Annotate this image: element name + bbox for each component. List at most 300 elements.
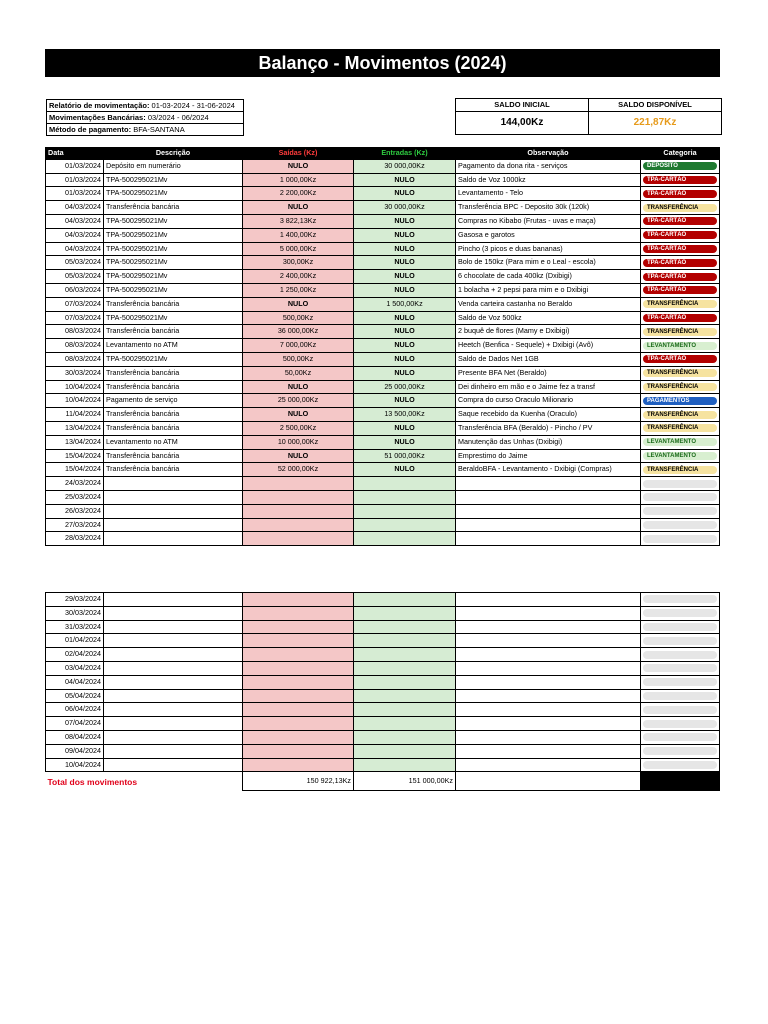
movements-table (45, 147, 720, 546)
cell-date: 10/04/2024 (46, 758, 104, 772)
cell-description: TPA-500295021Mv (104, 256, 243, 270)
table-row (46, 477, 720, 491)
total-row (46, 772, 720, 791)
total-label: Total dos movimentos (47, 776, 138, 787)
cell-categoria (641, 270, 720, 284)
category-badge: TPA-CARTÃO (643, 314, 717, 322)
cell-categoria (641, 352, 720, 366)
cell-description (104, 532, 243, 546)
category-badge: TRANSFERÊNCIA (643, 369, 717, 377)
cell-categoria (641, 421, 720, 435)
cell-description (104, 620, 243, 634)
table-row (46, 394, 720, 408)
cell-entradas: NULO (354, 311, 456, 325)
cell-saidas (243, 661, 354, 675)
cell-date: 06/03/2024 (46, 283, 104, 297)
cell-saidas: NULO (243, 380, 354, 394)
cell-observacao (456, 606, 641, 620)
cell-description (104, 730, 243, 744)
cell-observacao: Levantamento - Telo (456, 187, 641, 201)
cell-date: 04/03/2024 (46, 214, 104, 228)
cell-date: 10/04/2024 (46, 394, 104, 408)
cell-observacao: Saldo de Dados Net 1GB (456, 352, 641, 366)
col-entradas: Entradas (Kz) (354, 148, 456, 160)
saldo-inicial-label: SALDO INICIAL (456, 99, 589, 111)
cell-entradas (354, 703, 456, 717)
cell-entradas: 30 000,00Kz (354, 159, 456, 173)
total-black-cell (641, 772, 720, 791)
cell-observacao: Saque recebido da Kuenha (Oraculo) (456, 408, 641, 422)
bank-value: 03/2024 - 06/2024 (147, 113, 209, 122)
total-obs-cell (456, 772, 641, 791)
movements-table-continued (45, 592, 720, 791)
cell-description: TPA-500295021Mv (104, 242, 243, 256)
table-row (46, 703, 720, 717)
table-row (46, 242, 720, 256)
cell-date: 30/03/2024 (46, 606, 104, 620)
category-badge: TRANSFERÊNCIA (643, 383, 717, 391)
cell-date: 08/03/2024 (46, 352, 104, 366)
cell-description (104, 634, 243, 648)
cell-entradas (354, 490, 456, 504)
cell-description: Transferência bancária (104, 408, 243, 422)
cell-observacao: Emprestimo do Jaime (456, 449, 641, 463)
category-badge (643, 692, 717, 700)
cell-observacao: Dei dinheiro em mão e o Jaime fez a transf (456, 380, 641, 394)
cell-saidas (243, 504, 354, 518)
category-badge: TPA-CARTÃO (643, 190, 717, 198)
table-row (46, 256, 720, 270)
cell-date: 04/03/2024 (46, 242, 104, 256)
cell-date: 03/04/2024 (46, 661, 104, 675)
table-row (46, 380, 720, 394)
cell-date: 25/03/2024 (46, 490, 104, 504)
cell-observacao (456, 620, 641, 634)
cell-saidas: NULO (243, 159, 354, 173)
cell-saidas (243, 634, 354, 648)
cell-categoria (641, 187, 720, 201)
cell-categoria (641, 477, 720, 491)
table-row (46, 449, 720, 463)
period-value: 01-03-2024 - 31-06-2024 (151, 101, 235, 110)
cell-saidas: 500,00Kz (243, 311, 354, 325)
cell-date: 27/03/2024 (46, 518, 104, 532)
report-info (46, 99, 244, 136)
period-label: Relatório de movimentação: (49, 101, 150, 110)
cell-categoria (641, 518, 720, 532)
cell-entradas: 25 000,00Kz (354, 380, 456, 394)
cell-description: TPA-500295021Mv (104, 187, 243, 201)
method-label: Método de pagamento: (49, 125, 132, 134)
cell-saidas: NULO (243, 201, 354, 215)
cell-entradas (354, 717, 456, 731)
cell-categoria (641, 606, 720, 620)
cell-observacao: Saldo de Voz 500kz (456, 311, 641, 325)
period-row (47, 100, 243, 112)
cell-entradas (354, 504, 456, 518)
cell-categoria (641, 408, 720, 422)
cell-observacao: Compras no Kibabo (Frutas - uvas e maça) (456, 214, 641, 228)
table-row (46, 675, 720, 689)
category-badge (643, 664, 717, 672)
category-badge (643, 637, 717, 645)
cell-date: 10/04/2024 (46, 380, 104, 394)
category-badge: TRANSFERÊNCIA (643, 328, 717, 336)
table-row (46, 717, 720, 731)
cell-saidas: NULO (243, 449, 354, 463)
cell-categoria (641, 325, 720, 339)
total-entradas: 151 000,00Kz (354, 772, 456, 791)
cell-description (104, 689, 243, 703)
category-badge (643, 595, 717, 603)
saldo-inicial-value: 144,00Kz (456, 112, 589, 134)
category-badge (643, 521, 717, 529)
cell-saidas: 3 822,13Kz (243, 214, 354, 228)
cell-categoria (641, 242, 720, 256)
cell-entradas (354, 532, 456, 546)
cell-description: TPA-500295021Mv (104, 270, 243, 284)
category-badge: TPA-CARTÃO (643, 286, 717, 294)
cell-entradas: NULO (354, 339, 456, 353)
cell-observacao: Transferência BFA (Beraldo) - Pincho / PV (456, 421, 641, 435)
category-badge: TRANSFERÊNCIA (643, 300, 717, 308)
table-row (46, 325, 720, 339)
table-row (46, 518, 720, 532)
table-row (46, 283, 720, 297)
cell-saidas: 5 000,00Kz (243, 242, 354, 256)
table-row (46, 463, 720, 477)
cell-date: 05/03/2024 (46, 256, 104, 270)
cell-saidas: 2 400,00Kz (243, 270, 354, 284)
cell-saidas: 1 250,00Kz (243, 283, 354, 297)
category-badge (643, 720, 717, 728)
cell-categoria (641, 593, 720, 607)
total-saidas: 150 922,13Kz (243, 772, 354, 791)
cell-observacao: 1 bolacha + 2 pepsi para mim e o Dxibigi (456, 283, 641, 297)
col-data: Data (46, 148, 104, 160)
table-row (46, 339, 720, 353)
cell-observacao: Bolo de 150kz (Para mim e o Leal - escola) (456, 256, 641, 270)
cell-description: Transferência bancária (104, 297, 243, 311)
category-badge (643, 480, 717, 488)
cell-saidas: 52 000,00Kz (243, 463, 354, 477)
table-row (46, 620, 720, 634)
cell-saidas: NULO (243, 297, 354, 311)
cell-categoria (641, 283, 720, 297)
cell-description: TPA-500295021Mv (104, 283, 243, 297)
table-row (46, 201, 720, 215)
cell-categoria (641, 620, 720, 634)
cell-entradas (354, 744, 456, 758)
cell-date: 08/04/2024 (46, 730, 104, 744)
category-badge (643, 493, 717, 501)
cell-date: 01/03/2024 (46, 159, 104, 173)
cell-date: 08/03/2024 (46, 325, 104, 339)
cell-saidas: 36 000,00Kz (243, 325, 354, 339)
cell-observacao (456, 532, 641, 546)
category-badge (643, 609, 717, 617)
cell-categoria (641, 490, 720, 504)
cell-observacao: Gasosa e garotos (456, 228, 641, 242)
cell-entradas: NULO (354, 463, 456, 477)
cell-categoria (641, 394, 720, 408)
cell-observacao (456, 490, 641, 504)
cell-description (104, 648, 243, 662)
cell-entradas (354, 620, 456, 634)
cell-description: Levantamento no ATM (104, 339, 243, 353)
col-observacao: Observação (456, 148, 641, 160)
cell-entradas: NULO (354, 421, 456, 435)
cell-categoria (641, 311, 720, 325)
cell-description: Transferência bancária (104, 366, 243, 380)
cell-saidas (243, 532, 354, 546)
category-badge: PAGAMENTOS (643, 397, 717, 405)
cell-saidas: 2 500,00Kz (243, 421, 354, 435)
bank-label: Movimentações Bancárias: (49, 113, 146, 122)
cell-entradas (354, 606, 456, 620)
cell-date: 04/03/2024 (46, 201, 104, 215)
category-badge (643, 651, 717, 659)
table-row (46, 648, 720, 662)
saldo-disponivel-label: SALDO DISPONÍVEL (618, 100, 692, 109)
cell-description (104, 675, 243, 689)
table-row (46, 532, 720, 546)
cell-saidas: 1 400,00Kz (243, 228, 354, 242)
table-row (46, 421, 720, 435)
cell-description: Pagamento de serviço (104, 394, 243, 408)
cell-categoria (641, 675, 720, 689)
cell-date: 13/04/2024 (46, 421, 104, 435)
cell-description: Transferência bancária (104, 449, 243, 463)
cell-saidas: 50,00Kz (243, 366, 354, 380)
cell-observacao (456, 504, 641, 518)
table-row (46, 744, 720, 758)
cell-categoria (641, 201, 720, 215)
cell-date: 11/04/2024 (46, 408, 104, 422)
cell-categoria (641, 366, 720, 380)
cell-saidas: 25 000,00Kz (243, 394, 354, 408)
cell-saidas (243, 606, 354, 620)
table-row (46, 490, 720, 504)
table-row (46, 606, 720, 620)
cell-observacao: 6 chocolate de cada 400kz (Dxibigi) (456, 270, 641, 284)
cell-saidas (243, 593, 354, 607)
category-badge: TRANSFERÊNCIA (643, 424, 717, 432)
cell-date: 01/03/2024 (46, 173, 104, 187)
cell-description: Transferência bancária (104, 380, 243, 394)
cell-description: Transferência bancária (104, 463, 243, 477)
cell-observacao: Transferência BPC - Deposito 30k (120k) (456, 201, 641, 215)
category-badge: TPA-CARTÃO (643, 273, 717, 281)
cell-observacao (456, 593, 641, 607)
cell-entradas: NULO (354, 352, 456, 366)
cell-description (104, 744, 243, 758)
cell-date: 08/03/2024 (46, 339, 104, 353)
saldo-disponivel-value: 221,87Kz (633, 117, 677, 128)
cell-saidas: 1 000,00Kz (243, 173, 354, 187)
table-row (46, 270, 720, 284)
method-row (47, 124, 243, 135)
cell-description: Levantamento no ATM (104, 435, 243, 449)
cell-entradas: NULO (354, 187, 456, 201)
cell-observacao (456, 675, 641, 689)
cell-description (104, 518, 243, 532)
page-title: Balanço - Movimentos (2024) (45, 49, 720, 77)
table-row (46, 435, 720, 449)
bank-row (47, 112, 243, 124)
category-badge (643, 678, 717, 686)
cell-entradas (354, 518, 456, 532)
cell-saidas (243, 689, 354, 703)
cell-entradas: NULO (354, 435, 456, 449)
cell-saidas (243, 758, 354, 772)
cell-categoria (641, 159, 720, 173)
cell-observacao (456, 648, 641, 662)
cell-description (104, 758, 243, 772)
table-row (46, 504, 720, 518)
cell-observacao (456, 703, 641, 717)
method-value: BFA-SANTANA (133, 125, 185, 134)
cell-saidas: NULO (243, 408, 354, 422)
cell-description: Transferência bancária (104, 325, 243, 339)
category-badge: DEPÓSITO (643, 162, 717, 170)
category-badge (643, 623, 717, 631)
cell-description: TPA-500295021Mv (104, 173, 243, 187)
cell-entradas: NULO (354, 173, 456, 187)
cell-categoria (641, 744, 720, 758)
cell-date: 01/04/2024 (46, 634, 104, 648)
cell-entradas: NULO (354, 394, 456, 408)
category-badge: LEVANTAMENTO (643, 452, 717, 460)
table-header (46, 148, 720, 160)
cell-date: 15/04/2024 (46, 463, 104, 477)
cell-description (104, 661, 243, 675)
table-row (46, 730, 720, 744)
cell-observacao (456, 661, 641, 675)
cell-description (104, 606, 243, 620)
cell-entradas (354, 593, 456, 607)
cell-date: 05/04/2024 (46, 689, 104, 703)
cell-date: 13/04/2024 (46, 435, 104, 449)
cell-date: 07/03/2024 (46, 297, 104, 311)
cell-categoria (641, 661, 720, 675)
table-row (46, 187, 720, 201)
cell-entradas (354, 689, 456, 703)
cell-categoria (641, 634, 720, 648)
cell-observacao (456, 689, 641, 703)
category-badge: TPA-CARTÃO (643, 355, 717, 363)
cell-categoria (641, 435, 720, 449)
cell-entradas (354, 730, 456, 744)
cell-saidas (243, 675, 354, 689)
cell-saidas (243, 730, 354, 744)
category-badge: TRANSFERÊNCIA (643, 204, 717, 212)
cell-description: Depósito em numerário (104, 159, 243, 173)
cell-entradas: NULO (354, 270, 456, 284)
cell-date: 01/03/2024 (46, 187, 104, 201)
cell-description (104, 490, 243, 504)
cell-description: TPA-500295021Mv (104, 228, 243, 242)
saldo-box (455, 98, 722, 135)
cell-categoria (641, 703, 720, 717)
cell-saidas (243, 648, 354, 662)
cell-date: 28/03/2024 (46, 532, 104, 546)
category-badge (643, 761, 717, 769)
cell-entradas: 1 500,00Kz (354, 297, 456, 311)
table-row (46, 173, 720, 187)
category-badge: TPA-CARTÃO (643, 231, 717, 239)
cell-date: 07/04/2024 (46, 717, 104, 731)
cell-saidas: 500,00Kz (243, 352, 354, 366)
cell-entradas: NULO (354, 283, 456, 297)
category-badge (643, 706, 717, 714)
cell-entradas: NULO (354, 325, 456, 339)
cell-date: 02/04/2024 (46, 648, 104, 662)
cell-entradas: NULO (354, 214, 456, 228)
cell-entradas: NULO (354, 228, 456, 242)
category-badge (643, 535, 717, 543)
category-badge: TPA-CARTÃO (643, 176, 717, 184)
table-row (46, 228, 720, 242)
cell-description: TPA-500295021Mv (104, 214, 243, 228)
cell-date: 04/04/2024 (46, 675, 104, 689)
cell-entradas: NULO (354, 242, 456, 256)
cell-categoria (641, 463, 720, 477)
cell-categoria (641, 758, 720, 772)
cell-categoria (641, 504, 720, 518)
cell-observacao: Pincho (3 picos e duas bananas) (456, 242, 641, 256)
cell-categoria (641, 380, 720, 394)
cell-entradas: 51 000,00Kz (354, 449, 456, 463)
cell-description (104, 717, 243, 731)
cell-categoria (641, 297, 720, 311)
cell-categoria (641, 228, 720, 242)
cell-entradas (354, 477, 456, 491)
cell-date: 24/03/2024 (46, 477, 104, 491)
category-badge: LEVANTAMENTO (643, 342, 717, 350)
cell-categoria (641, 214, 720, 228)
cell-description (104, 703, 243, 717)
cell-entradas (354, 648, 456, 662)
cell-date: 29/03/2024 (46, 593, 104, 607)
cell-description (104, 593, 243, 607)
cell-categoria (641, 532, 720, 546)
category-badge (643, 733, 717, 741)
cell-categoria (641, 449, 720, 463)
cell-categoria (641, 648, 720, 662)
cell-date: 05/03/2024 (46, 270, 104, 284)
cell-categoria (641, 717, 720, 731)
table-row (46, 408, 720, 422)
cell-entradas: 30 000,00Kz (354, 201, 456, 215)
cell-description (104, 504, 243, 518)
cell-description (104, 477, 243, 491)
cell-saidas: 7 000,00Kz (243, 339, 354, 353)
cell-saidas: 2 200,00Kz (243, 187, 354, 201)
category-badge: TPA-CARTÃO (643, 245, 717, 253)
col-saidas: Saídas (Kz) (243, 148, 354, 160)
cell-observacao: Heetch (Benfica - Sequele) + Dxibigi (Avô) (456, 339, 641, 353)
cell-categoria (641, 730, 720, 744)
cell-description: Transferência bancária (104, 201, 243, 215)
category-badge (643, 507, 717, 515)
cell-date: 26/03/2024 (46, 504, 104, 518)
cell-entradas (354, 675, 456, 689)
category-badge (643, 747, 717, 755)
cell-observacao (456, 730, 641, 744)
cell-observacao (456, 634, 641, 648)
cell-date: 06/04/2024 (46, 703, 104, 717)
